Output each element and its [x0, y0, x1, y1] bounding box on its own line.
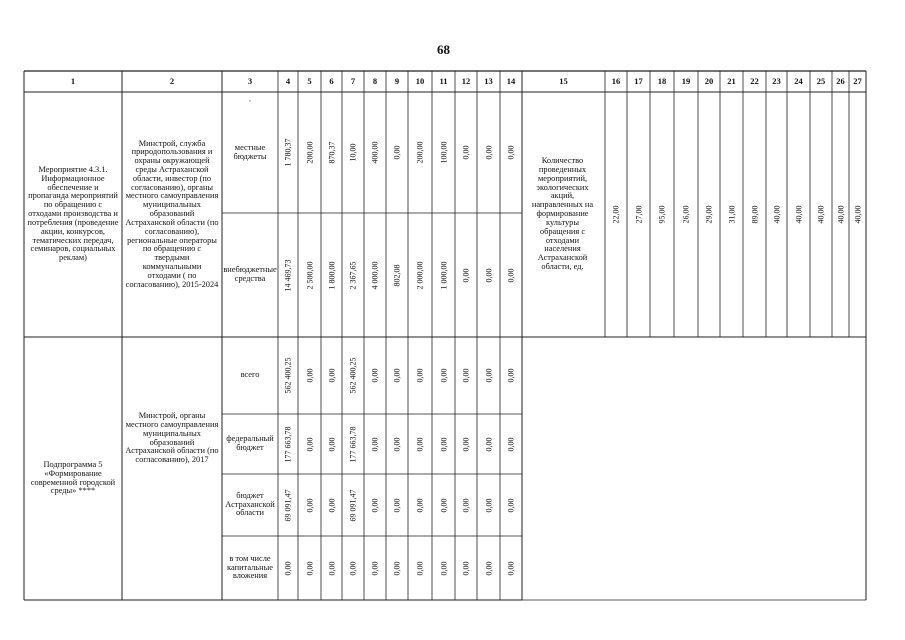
- value-cell: [386, 337, 408, 414]
- value-text: 0,00: [327, 368, 336, 383]
- value-cell: [342, 337, 364, 414]
- header-cell-17: 17: [634, 76, 643, 87]
- value-cell: [432, 414, 455, 474]
- value-text: 0,00: [415, 437, 425, 451]
- header-cell-20: 20: [704, 76, 714, 87]
- value-cell: [298, 92, 321, 213]
- target-text: 40,00: [794, 205, 803, 224]
- target-text: 27,00: [634, 205, 643, 224]
- value-cell: [455, 92, 477, 213]
- source-label: в том числе капитальные вложения: [227, 553, 273, 581]
- value-text: 200,00: [305, 141, 314, 164]
- header-cell-1: 1: [70, 76, 76, 87]
- target-text: 95,00: [657, 205, 667, 224]
- value-cell: [432, 213, 455, 337]
- header-cell-2: 2: [169, 76, 175, 87]
- value-text: 0,00: [392, 437, 402, 451]
- value-cell: [298, 337, 321, 414]
- value-text: 0,00: [461, 368, 471, 383]
- value-text: 2 500,00: [305, 261, 314, 289]
- value-cell: [364, 337, 386, 414]
- value-cell: [278, 414, 298, 474]
- header-cell-23: 23: [772, 76, 781, 87]
- source-label: местные бюджеты: [233, 142, 267, 161]
- target-text: 40,00: [816, 205, 826, 224]
- value-text: 0,00: [506, 368, 516, 383]
- value-text: 177 663,78: [348, 426, 358, 462]
- target-cell: [810, 92, 832, 337]
- value-text: 400,00: [370, 141, 380, 164]
- value-text: 69 091,47: [283, 489, 293, 521]
- value-text: 0,00: [461, 561, 471, 575]
- source-label: бюджет Астраханской области: [225, 490, 275, 518]
- value-cell: [386, 474, 408, 536]
- value-text: 0,00: [439, 368, 448, 383]
- value-text: 0,00: [484, 561, 493, 575]
- value-text: 0,00: [327, 437, 336, 451]
- value-cell: [278, 474, 298, 536]
- value-text: 0,00: [370, 368, 380, 383]
- source-label: внебюджетные средства: [223, 265, 277, 283]
- header-cell-16: 16: [611, 76, 621, 87]
- header-cell-5: 5: [307, 76, 312, 87]
- value-text: 10,00: [348, 143, 358, 162]
- value-cell: [278, 92, 298, 213]
- value-cell: [342, 536, 364, 600]
- value-text: 0,00: [392, 368, 402, 383]
- value-text: 0,00: [415, 561, 425, 575]
- value-text: 0,00: [305, 368, 314, 383]
- value-cell: [477, 474, 500, 536]
- value-cell: [500, 536, 522, 600]
- value-cell: [364, 213, 386, 337]
- target-cell: [650, 92, 674, 337]
- value-cell: [477, 414, 500, 474]
- value-cell: [455, 474, 477, 536]
- value-text: 562 400,25: [348, 357, 358, 394]
- value-text: 0,00: [506, 268, 516, 282]
- value-text: 0,00: [506, 498, 516, 512]
- source-label: всего: [240, 370, 260, 380]
- value-text: 100,00: [439, 141, 448, 164]
- value-text: 802,08: [392, 264, 402, 286]
- value-text: 0,00: [506, 561, 516, 575]
- value-text: 0,00: [283, 561, 293, 575]
- value-cell: [408, 92, 432, 213]
- target-cell: [674, 92, 698, 337]
- value-cell: [432, 92, 455, 213]
- value-cell: [432, 337, 455, 414]
- value-cell: [432, 536, 455, 600]
- value-cell: [500, 414, 522, 474]
- value-cell: [455, 536, 477, 600]
- target-text: 40,00: [772, 205, 781, 224]
- header-cell-22: 22: [750, 76, 759, 87]
- value-cell: [342, 414, 364, 474]
- value-text: 177 663,78: [283, 426, 293, 462]
- value-text: 0,00: [327, 561, 336, 575]
- target-text: 26,00: [681, 205, 691, 224]
- header-cell-11: 11: [439, 76, 448, 87]
- header-cell-24: 24: [794, 76, 803, 87]
- header-cell-6: 6: [329, 76, 334, 87]
- header-cell-10: 10: [415, 76, 425, 87]
- value-cell: [386, 92, 408, 213]
- value-cell: [386, 414, 408, 474]
- value-cell: [408, 337, 432, 414]
- value-text: 0,00: [392, 145, 402, 160]
- value-cell: [278, 536, 298, 600]
- value-cell: [455, 213, 477, 337]
- value-text: 0,00: [439, 437, 448, 451]
- value-cell: [386, 536, 408, 600]
- value-cell: [500, 92, 522, 213]
- target-cell: [627, 92, 650, 337]
- target-cell: [766, 92, 787, 337]
- value-cell: [500, 474, 522, 536]
- value-text: 0,00: [439, 498, 448, 512]
- value-text: 0,00: [392, 561, 402, 575]
- header-cell-21: 21: [727, 76, 736, 87]
- value-text: 0,00: [415, 368, 425, 383]
- value-text: 0,00: [461, 268, 471, 282]
- value-cell: [278, 213, 298, 337]
- value-text: 2 000,00: [415, 261, 425, 289]
- measure-name: Мероприятие 4.3.1. Информационное обеспечение и пропаганда мероприятий по обращению с отходами производства и потребления (проведение акции, конкурсов, тематических передач, семинаров, социальных реклам): [27, 165, 119, 263]
- value-cell: [364, 92, 386, 213]
- value-cell: [455, 337, 477, 414]
- value-text: 1 800,00: [327, 261, 336, 289]
- value-text: 0,00: [305, 561, 314, 575]
- header-cell-15: 15: [559, 76, 568, 87]
- header-cell-14: 14: [506, 76, 516, 87]
- value-text: 0,00: [461, 437, 471, 451]
- value-cell: [364, 536, 386, 600]
- value-text: 200,00: [415, 141, 425, 164]
- value-text: 870,37: [327, 141, 336, 164]
- value-text: 0,00: [484, 368, 493, 383]
- value-cell: [477, 536, 500, 600]
- value-text: 1 000,00: [439, 261, 448, 289]
- value-text: 0,00: [439, 561, 448, 575]
- value-text: 69 091,47: [348, 489, 358, 521]
- value-cell: [298, 474, 321, 536]
- value-cell: [386, 213, 408, 337]
- value-cell: [408, 414, 432, 474]
- value-cell: [408, 213, 432, 337]
- target-cell: [787, 92, 810, 337]
- value-text: 0,00: [506, 437, 516, 451]
- dot-mark: ·: [248, 96, 252, 107]
- target-text: 22,00: [611, 205, 621, 224]
- value-cell: [298, 213, 321, 337]
- value-cell: [477, 213, 500, 337]
- value-text: 0,00: [370, 561, 380, 575]
- header-cell-4: 4: [285, 76, 291, 87]
- value-cell: [321, 92, 342, 213]
- value-text: 0,00: [348, 561, 358, 575]
- value-cell: [500, 337, 522, 414]
- value-text: 0,00: [484, 268, 493, 282]
- value-cell: [342, 213, 364, 337]
- value-text: 0,00: [506, 145, 516, 160]
- value-cell: [278, 337, 298, 414]
- header-cell-3: 3: [247, 76, 253, 87]
- target-cell: [605, 92, 627, 337]
- header-cell-12: 12: [461, 76, 471, 87]
- value-text: 0,00: [484, 145, 493, 160]
- value-text: 0,00: [305, 498, 314, 512]
- subprogram-name: Подпрограмма 5 «Формирование современной городской среды» ****: [30, 459, 116, 496]
- value-cell: [455, 414, 477, 474]
- value-text: 0,00: [370, 498, 380, 512]
- header-cell-18: 18: [657, 76, 667, 87]
- value-cell: [321, 474, 342, 536]
- value-cell: [364, 474, 386, 536]
- value-cell: [298, 536, 321, 600]
- target-cell: [720, 92, 743, 337]
- header-cell-27: 27: [853, 76, 862, 87]
- target-cell: [698, 92, 720, 337]
- target-cell: [743, 92, 766, 337]
- value-cell: [408, 536, 432, 600]
- value-text: 0,00: [327, 498, 336, 512]
- value-cell: [321, 414, 342, 474]
- value-cell: [342, 92, 364, 213]
- value-cell: [477, 337, 500, 414]
- executor-name: Минстрой, органы местного самоуправления муниципальных образований Астраханской области (по согласованию), 2017: [125, 411, 219, 465]
- target-text: 40,00: [836, 205, 845, 224]
- header-cell-13: 13: [484, 76, 493, 87]
- header-cell-26: 26: [836, 76, 845, 87]
- value-cell: [432, 474, 455, 536]
- value-cell: [321, 213, 342, 337]
- value-cell: [298, 414, 321, 474]
- indicator-name: Количество проведенных мероприятий, экологических акций, направленных на формирование культуры обращения с отходами населения Астраханской области, ед.: [531, 156, 594, 271]
- value-text: 562 400,25: [283, 357, 293, 394]
- value-text: 0,00: [461, 145, 471, 160]
- value-cell: [321, 337, 342, 414]
- target-text: 31,00: [727, 205, 736, 224]
- source-label: федеральный бюджет: [226, 434, 274, 452]
- value-text: 1 780,37: [283, 138, 293, 167]
- value-text: 0,00: [484, 437, 493, 451]
- value-text: 0,00: [415, 498, 425, 512]
- value-cell: [500, 213, 522, 337]
- header-cell-19: 19: [681, 76, 691, 87]
- value-cell: [342, 474, 364, 536]
- value-text: 0,00: [392, 498, 402, 512]
- value-text: 0,00: [484, 498, 493, 512]
- value-cell: [408, 474, 432, 536]
- value-text: 14 469,73: [283, 259, 293, 291]
- target-text: 40,00: [853, 205, 862, 224]
- target-cell: [832, 92, 849, 337]
- value-text: 0,00: [370, 437, 380, 451]
- target-cell: [849, 92, 866, 337]
- value-text: 0,00: [461, 498, 471, 512]
- header-cell-9: 9: [394, 76, 400, 87]
- value-text: 0,00: [305, 437, 314, 451]
- header-cell-8: 8: [372, 76, 378, 87]
- value-cell: [321, 536, 342, 600]
- value-text: 2 367,65: [348, 261, 358, 289]
- target-text: 89,00: [750, 205, 759, 224]
- header-cell-7: 7: [350, 76, 356, 87]
- page-number: 68: [437, 42, 450, 57]
- value-cell: [364, 414, 386, 474]
- value-text: 4 000,00: [370, 261, 380, 289]
- executor-name: Минстрой, служба природопользования и охраны окружающей среды Астраханской области, инвестор (по согласованию), органы местного самоуправления муниципальных образований Астраханской области (по согласованию), региональные операторы по обращению с твердыми коммунальными отходами ( по согласованию), 2015-2024: [125, 138, 219, 289]
- header-cell-25: 25: [816, 76, 826, 87]
- value-cell: [477, 92, 500, 213]
- target-text: 29,00: [704, 205, 714, 224]
